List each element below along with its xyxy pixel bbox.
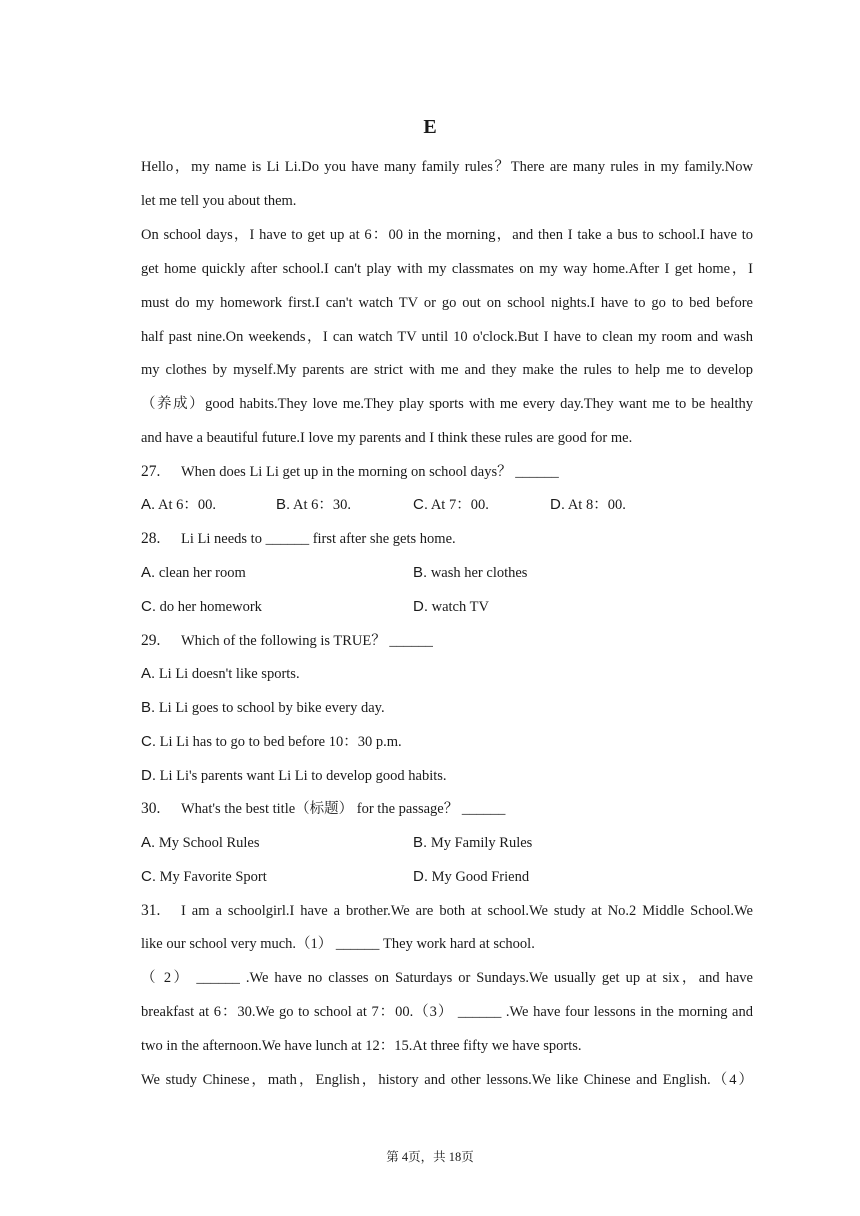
- option-letter: B.: [413, 564, 428, 581]
- passage-line: must do my homework first.I can't watch TV or go out on school nights.I have to go to bed before: [141, 295, 753, 311]
- question-number: 30.: [141, 800, 161, 817]
- option-letter: C.: [141, 733, 156, 750]
- option-a[interactable]: [141, 833, 260, 853]
- question-number: 28.: [141, 530, 161, 547]
- option-b[interactable]: [413, 833, 532, 853]
- option-d[interactable]: [550, 495, 626, 515]
- option-letter: A.: [141, 665, 156, 682]
- option-letter: B.: [413, 834, 428, 851]
- question-text: Li Li needs to ______ first after she gets home.: [181, 531, 456, 547]
- option-text: At 7：00.: [430, 497, 489, 513]
- question-31: [141, 901, 753, 921]
- question-28: [141, 529, 456, 549]
- passage-line: （ 2） ______ .We have no classes on Saturdays or Sundays.We usually get up at six，and have: [141, 970, 753, 986]
- option-text: Li Li has to go to bed before 10：30 p.m.: [159, 734, 402, 750]
- passage-line: （养成）good habits.They love me.They play sports with me every day.They want me to be healthy: [141, 396, 753, 412]
- option-letter: D.: [413, 868, 428, 885]
- question-number: 27.: [141, 463, 161, 480]
- option-text: My Family Rules: [430, 835, 533, 851]
- option-text: My School Rules: [158, 835, 260, 851]
- question-29: [141, 631, 433, 651]
- option-letter: B.: [276, 496, 291, 513]
- option-letter: C.: [141, 868, 156, 885]
- option-letter: A.: [141, 564, 156, 581]
- passage-line: Hello，my name is Li Li.Do you have many family rules？There are many rules in my family.Now: [141, 159, 753, 175]
- option-letter: D.: [550, 496, 565, 513]
- option-d[interactable]: [141, 766, 447, 786]
- passage-line: On school days，I have to get up at 6：00 in the morning，and then I take a bus to school.I have to: [141, 227, 753, 243]
- option-letter: C.: [141, 598, 156, 615]
- option-text: clean her room: [158, 565, 246, 581]
- question-text: I am a schoolgirl.I have a brother.We are both at school.We study at No.2 Middle School.We: [181, 903, 753, 919]
- option-b[interactable]: [276, 495, 351, 515]
- option-text: At 8：00.: [567, 497, 626, 513]
- option-text: My Good Friend: [431, 869, 530, 885]
- option-c[interactable]: [413, 495, 489, 515]
- option-text: watch TV: [431, 599, 489, 615]
- passage-line: and have a beautiful future.I love my parents and I think these rules are good for me.: [141, 430, 633, 446]
- option-text: At 6：00.: [158, 497, 217, 513]
- option-letter: A.: [141, 834, 156, 851]
- option-text: wash her clothes: [430, 565, 528, 581]
- option-a[interactable]: [141, 563, 246, 583]
- passage-line: get home quickly after school.I can't play with my classmates on my way home.After I get home，I: [141, 261, 753, 277]
- question-number: 31.: [141, 902, 161, 919]
- passage-line: let me tell you about them.: [141, 193, 297, 209]
- option-letter: A.: [141, 496, 156, 513]
- passage-line: breakfast at 6：30.We go to school at 7：00.（3） ______ .We have four lessons in the morning and: [141, 1004, 753, 1020]
- option-c[interactable]: [141, 867, 267, 887]
- option-b[interactable]: [141, 698, 385, 718]
- option-a[interactable]: [141, 495, 216, 515]
- option-letter: D.: [413, 598, 428, 615]
- option-text: Li Li goes to school by bike every day.: [158, 700, 385, 716]
- option-c[interactable]: [141, 597, 262, 617]
- question-text: Which of the following is TRUE？ ______: [181, 633, 433, 649]
- question-number: 29.: [141, 632, 161, 649]
- question-30: [141, 799, 505, 819]
- option-b[interactable]: [413, 563, 527, 583]
- option-text: do her homework: [159, 599, 262, 615]
- passage-line: like our school very much.（1） ______ They work hard at school.: [141, 936, 535, 952]
- option-d[interactable]: [413, 867, 529, 887]
- passage-line: half past nine.On weekends，I can watch TV until 10 o'clock.But I have to clean my room and wash: [141, 329, 753, 345]
- option-letter: C.: [413, 496, 428, 513]
- option-text: Li Li doesn't like sports.: [158, 666, 300, 682]
- question-text: What's the best title（标题） for the passage？ ______: [181, 801, 506, 817]
- option-d[interactable]: [413, 597, 489, 617]
- passage-line: We study Chinese，math，English，history and other lessons.We like Chinese and English.（4）: [141, 1072, 753, 1088]
- option-a[interactable]: [141, 664, 300, 684]
- option-text: At 6：30.: [293, 497, 352, 513]
- question-text: When does Li Li get up in the morning on school days？ ______: [181, 464, 559, 480]
- option-text: Li Li's parents want Li Li to develop good habits.: [159, 768, 447, 784]
- page-footer: 第 4页，共 18页: [386, 1150, 474, 1164]
- option-letter: B.: [141, 699, 156, 716]
- section-heading: E: [423, 116, 437, 138]
- passage-line: my clothes by myself.My parents are strict with me and they make the rules to help me to develop: [141, 362, 753, 378]
- option-letter: D.: [141, 767, 156, 784]
- option-c[interactable]: [141, 732, 402, 752]
- passage-line: two in the afternoon.We have lunch at 12：15.At three fifty we have sports.: [141, 1038, 582, 1054]
- question-27: [141, 462, 559, 482]
- option-text: My Favorite Sport: [159, 869, 267, 885]
